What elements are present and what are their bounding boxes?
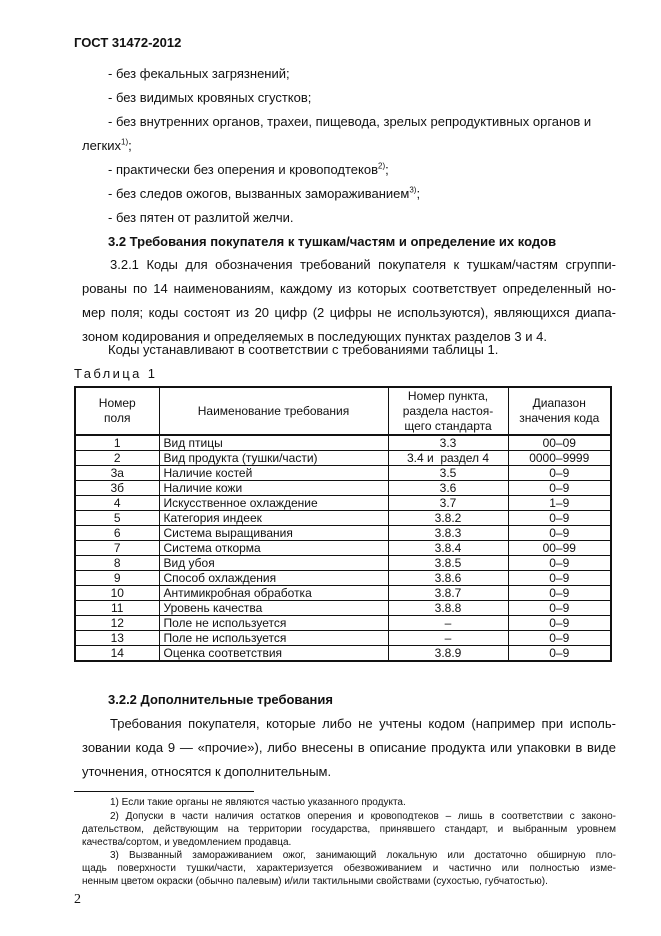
table-row: 12 Поле не используется – 0–9 xyxy=(75,616,611,631)
footnote-2: 2) Допуски в части наличия остатков оперения и кровоподтеков – лишь в соответствии с законо- дательством, действующим на территории государства, принявшего стандарт, и выбранным уровнем качества/сортом, и уведомлением продавца. xyxy=(82,811,616,848)
table-row: 10 Антимикробная обработка 3.8.7 0–9 xyxy=(75,586,611,601)
bullet-bile: - без пятен от разлитой желчи. xyxy=(108,210,294,225)
footnote-ref-2: 2) xyxy=(378,161,386,171)
bullet-freezer-burns: - без следов ожогов, вызванных замораживанием$^{3)}$; xyxy=(108,185,421,201)
table-row: 2 Вид продукта (тушки/части) 3.4 и раздел 4 0000–9999 xyxy=(75,451,611,466)
table-row: 9 Способ охлаждения 3.8.6 0–9 xyxy=(75,571,611,586)
bullet-feathers: - практически без оперения и кровоподтеков$^{2)}$; xyxy=(108,161,389,177)
table-row: 14 Оценка соответствия 3.8.9 0–9 xyxy=(75,646,611,662)
bullet-blood-clots: - без видимых кровяных сгустков; xyxy=(108,90,312,105)
paragraph-3-2-1: 3.2.1 Коды для обозначения требований покупателя к тушкам/частям сгруппи- рованы по 14 наименованиям, каждому из которых соответствует определенный но- мер поля; коды состоят из 20 цифр (2 цифры не используются), являющихся диапа- зоном кодирования и определяемых в последующих пунктах разделов 3 и 4. xyxy=(82,257,616,344)
footnote-1: 1) Если такие органы не являются частью указанного продукта. xyxy=(110,797,406,808)
table-row: 13 Поле не используется – 0–9 xyxy=(75,631,611,646)
col-header-range: Диапазон значения кода xyxy=(508,387,611,435)
col-header-clause: Номер пункта, раздела настоя- щего стандарта xyxy=(388,387,508,435)
requirements-table xyxy=(74,386,612,662)
table-row: 5 Категория индеек 3.8.2 0–9 xyxy=(75,511,611,526)
bullet-organs-continued: легких$^{1)}$; xyxy=(82,137,132,153)
bullet-fecal: - без фекальных загрязнений; xyxy=(108,66,290,81)
table-header-row xyxy=(75,387,611,435)
standard-header: ГОСТ 31472-2012 xyxy=(74,35,182,50)
table-row: 1 Вид птицы 3.3 00–09 xyxy=(75,435,611,451)
table-caption: Таблица 1 xyxy=(74,366,158,381)
table-row: 3а Наличие костей 3.5 0–9 xyxy=(75,466,611,481)
table-row: 11 Уровень качества 3.8.8 0–9 xyxy=(75,601,611,616)
footnote-3: 3) Вызванный замораживанием ожог, занимающий локальную или достаточно обширную пло- щадь поверхности тушки/части, характеризуется обезвоживанием и частично или полностью изме- ненным цветом окраски (обычно палевым) и/или тактильными свойствами (сухостью, губчатостью). xyxy=(82,850,616,887)
section-3-2-heading: 3.2 Требования покупателя к тушкам/частям и определение их кодов xyxy=(108,234,557,249)
bullet-organs: - без внутренних органов, трахеи, пищевода, зрелых репродуктивных органов и xyxy=(108,114,592,129)
table-row: 3б Наличие кожи 3.6 0–9 xyxy=(75,481,611,496)
col-header-field: Номер поля xyxy=(75,387,159,435)
footnote-ref-1: 1) xyxy=(121,137,129,147)
footnote-ref-3: 3) xyxy=(409,185,417,195)
footnote-divider xyxy=(74,791,254,792)
col-header-name: Наименование требования xyxy=(159,387,388,435)
table-row: 7 Система откорма 3.8.4 00–99 xyxy=(75,541,611,556)
page-number: 2 xyxy=(74,892,81,907)
paragraph-3-2-2: Требования покупателя, которые либо не учтены кодом (например при исполь- зовании кода 9 — «прочие»), либо внесены в описание продукта или упаковки в виде уточнения, относятся к дополнительным. xyxy=(82,716,616,779)
table-row: 4 Искусственное охлаждение 3.7 1–9 xyxy=(75,496,611,511)
section-3-2-2-heading: 3.2.2 Дополнительные требования xyxy=(108,692,333,707)
paragraph-codes: Коды устанавливают в соответствии с требованиями таблицы 1. xyxy=(108,342,499,357)
table-row: 6 Система выращивания 3.8.3 0–9 xyxy=(75,526,611,541)
table-row: 8 Вид убоя 3.8.5 0–9 xyxy=(75,556,611,571)
